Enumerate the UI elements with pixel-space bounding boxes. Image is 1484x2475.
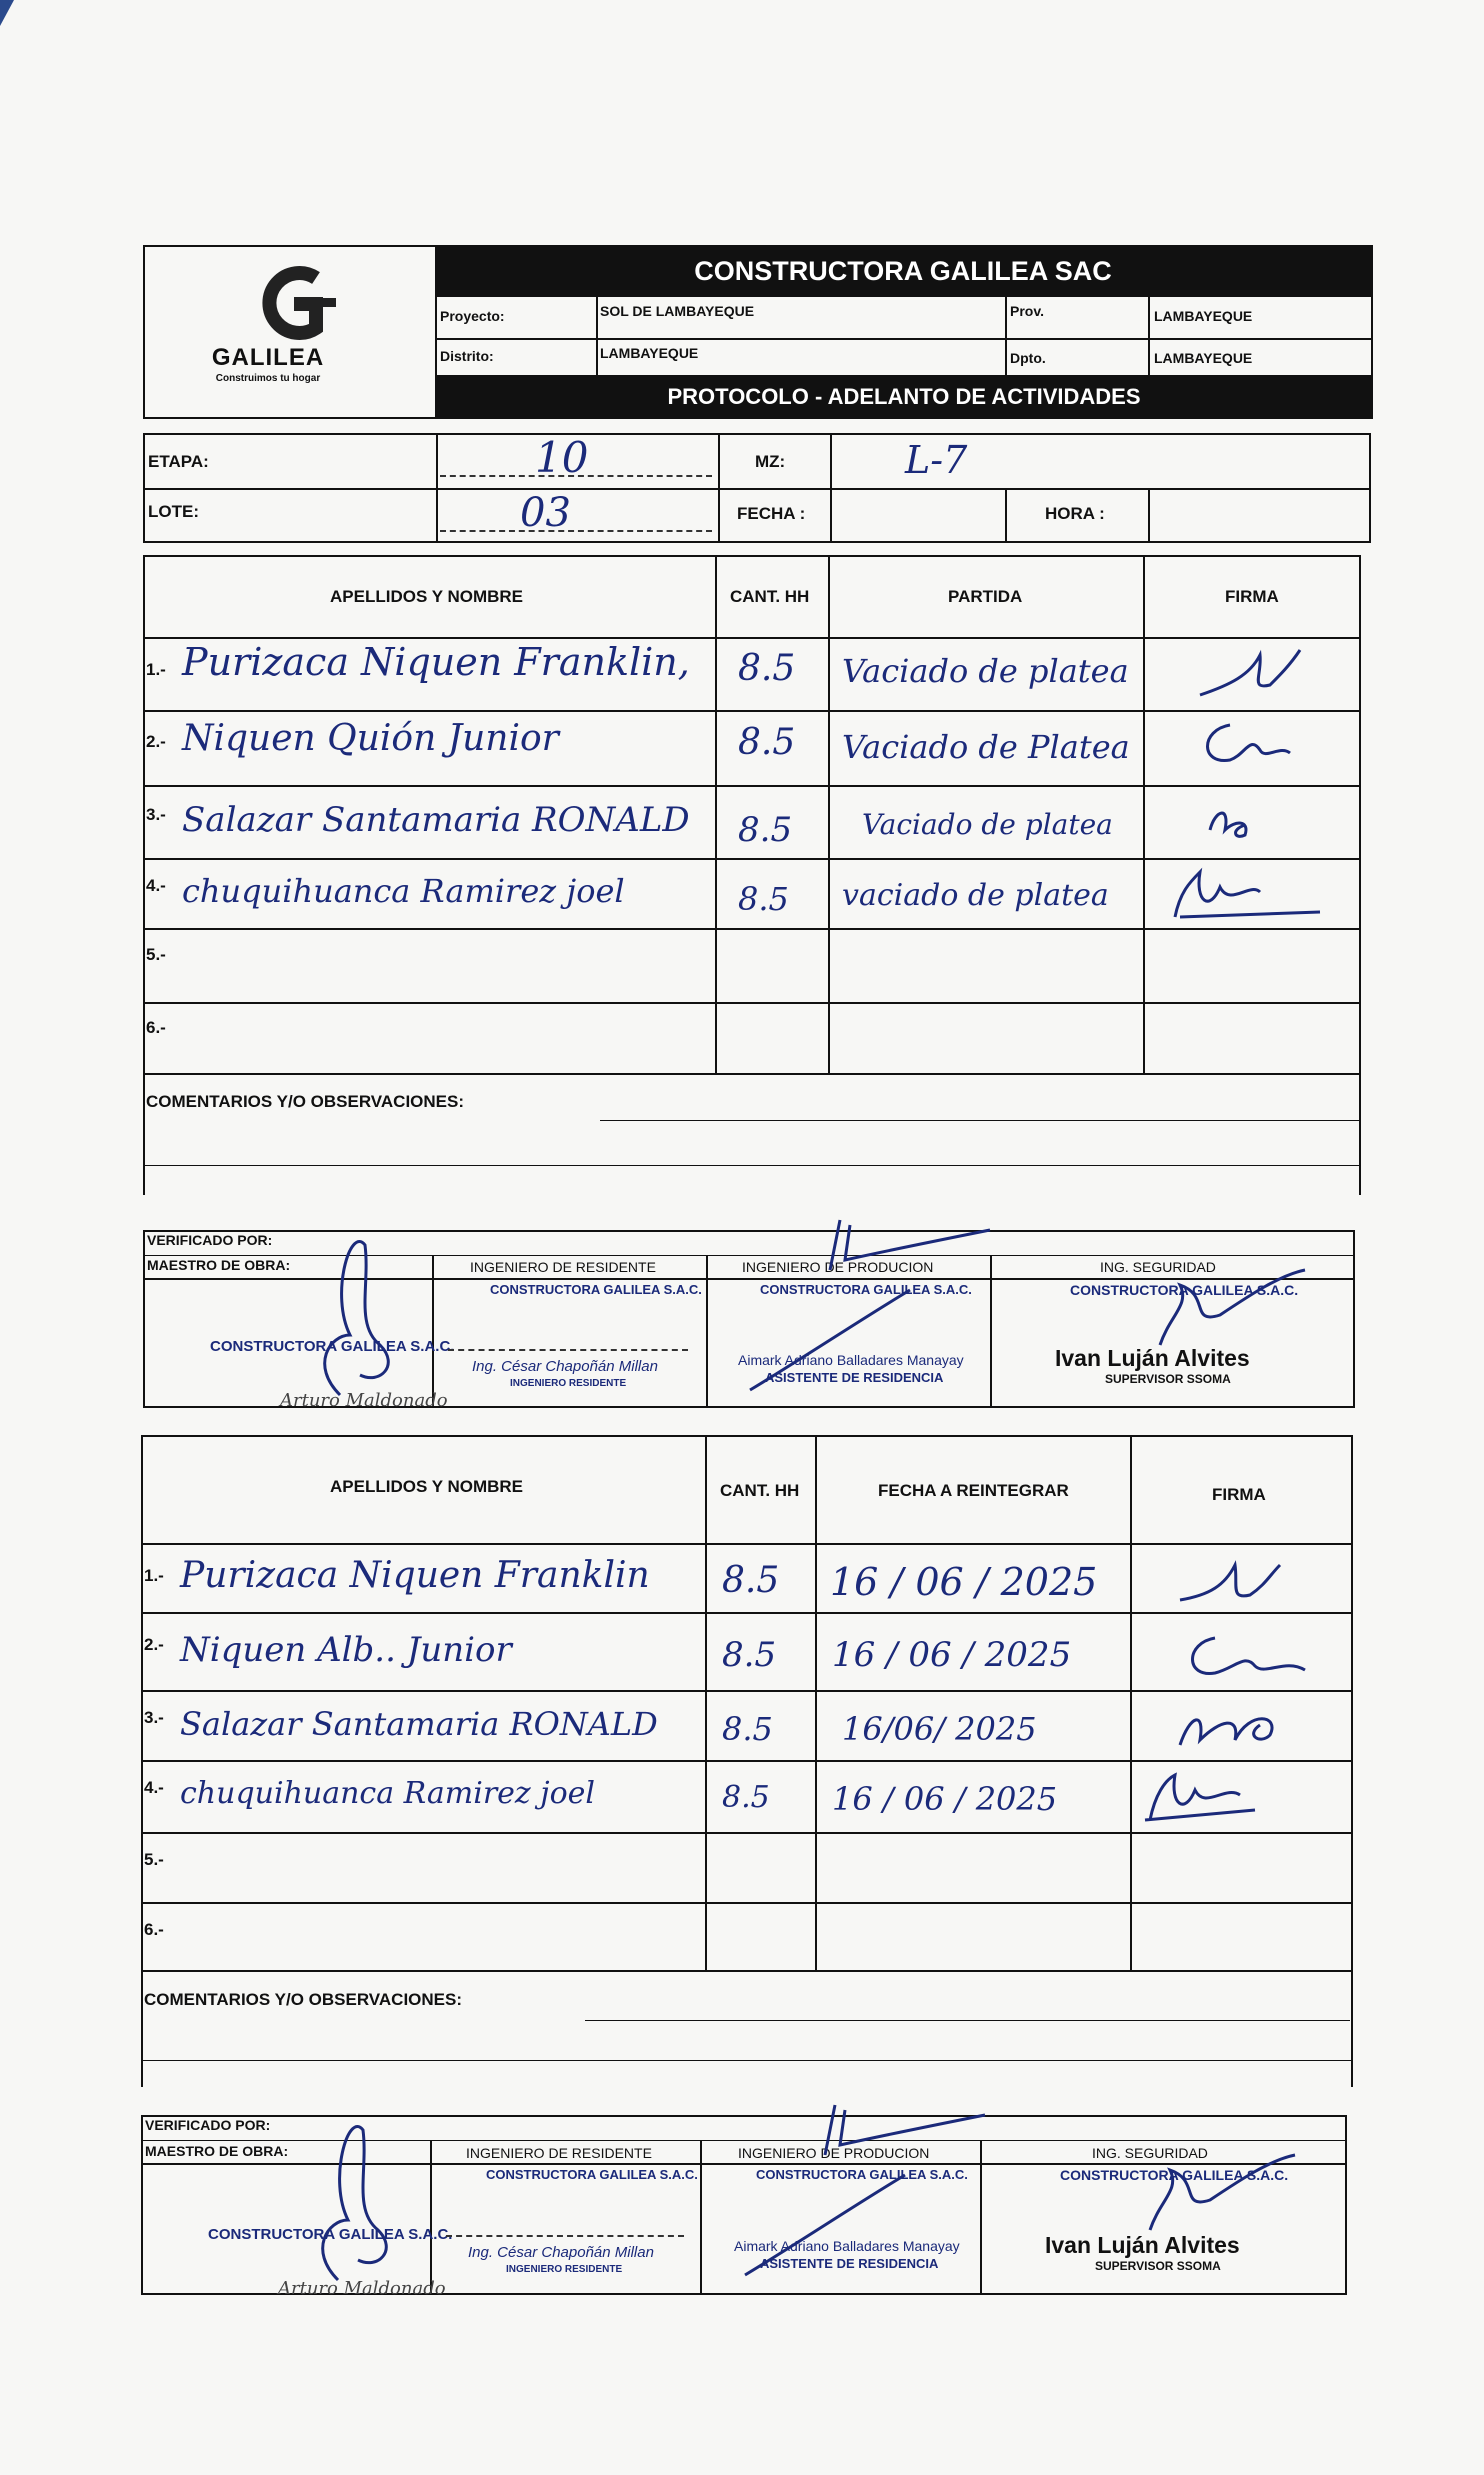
t1-row-num: 1.- [146,660,166,679]
t1-row-name: Niquen Quión Junior [182,718,559,759]
t1-row-name: Purizaca Niquen Franklin, [182,640,690,684]
signature-icon [270,1215,430,1405]
t1-row-partida: Vaciado de platea [862,808,1113,841]
produccion-label: INGENIERO DE PRODUCION [738,2145,930,2161]
t2-row-fecha: 16/06/ 2025 [842,1710,1037,1748]
prov-value: LAMBAYEQUE [1154,308,1253,324]
t1-row-num: 3.- [146,805,166,824]
logo-text: GALILEA [211,344,325,371]
seguridad-stamp: CONSTRUCTORA GALILEA S.A.C. [1070,1282,1299,1298]
produccion-role: ASISTENTE DE RESIDENCIA [760,2256,939,2271]
t2-header-fecha: FECHA A REINTEGRAR [878,1481,1069,1500]
distrito-value: LAMBAYEQUE [600,345,699,361]
t1-row-partida: Vaciado de platea [842,652,1129,690]
t1-row-hh: 8.5 [738,722,796,763]
mz-value: L-7 [905,438,968,482]
signature-icon [1190,715,1310,775]
produccion-name: Aimark Adriano Balladares Manayay [738,1352,964,1368]
signature-icon [1160,1695,1300,1755]
corner-mark [0,0,14,26]
t1-row-num: 6.- [146,1018,166,1037]
maestro-stamp: CONSTRUCTORA GALILEA S.A.C. [210,1338,455,1355]
residente-role: INGENIERO RESIDENTE [506,2264,623,2275]
t1-row-name: chuquihuanca Ramirez joel [182,872,625,910]
seguridad-label: ING. SEGURIDAD [1100,1259,1216,1275]
t2-row-fecha: 16 / 06 / 2025 [832,1780,1058,1818]
maestro-hand: Arturo Maldonado [278,2278,446,2299]
signature-icon [268,2100,428,2290]
signature-icon [1100,2140,1300,2250]
signature-icon [710,1210,1010,1400]
proyecto-value: SOL DE LAMBAYEQUE [600,303,755,319]
t2-row-num: 1.- [144,1566,164,1585]
lote-label: LOTE: [148,502,199,521]
etapa-value: 10 [535,433,589,482]
residente-role: INGENIERO RESIDENTE [510,1378,627,1389]
t2-row-num: 2.- [144,1635,164,1654]
seguridad-label: ING. SEGURIDAD [1092,2145,1208,2161]
produccion-stamp: CONSTRUCTORA GALILEA S.A.C. [760,1282,972,1297]
signature-icon [1160,862,1330,927]
logo [148,256,430,406]
t2-row-hh: 8.5 [722,1560,780,1601]
signature-icon [1110,1255,1310,1365]
produccion-label: INGENIERO DE PRODUCION [742,1259,934,1275]
residente-name: Ing. César Chapoñán Millan [472,1358,658,1375]
distrito-label: Distrito: [440,348,494,364]
signature-icon [1190,645,1310,705]
t2-row-num: 3.- [144,1708,164,1727]
t1-row-partida: vaciado de platea [842,878,1109,913]
prov-label: Prov. [1010,303,1044,319]
seguridad-role: SUPERVISOR SSOMA [1105,1372,1231,1386]
logo-tagline: Construimos tu hogar [215,373,321,384]
maestro-hand: Arturo Maldonado [280,1390,448,1411]
t1-row-num: 2.- [146,732,166,751]
mz-label: MZ: [755,452,786,471]
residente-stamp: CONSTRUCTORA GALILEA S.A.C. [490,1282,702,1297]
residente-label: INGENIERO DE RESIDENTE [470,1259,656,1275]
t2-row-num: 4.- [144,1778,164,1797]
dpto-value: LAMBAYEQUE [1154,350,1253,366]
maestro-stamp: CONSTRUCTORA GALILEA S.A.C. [208,2226,453,2243]
seguridad-role: SUPERVISOR SSOMA [1095,2259,1221,2273]
lote-value: 03 [520,490,571,536]
proyecto-label: Proyecto: [440,308,505,324]
t1-header-hh: CANT. HH [730,587,810,606]
t1-header-partida: PARTIDA [948,587,1023,606]
t2-comments-label: COMENTARIOS Y/O OBSERVACIONES: [144,1990,463,2009]
t2-header-firma: FIRMA [1212,1485,1266,1504]
t2-row-num: 5.- [144,1850,164,1869]
t2-row-hh: 8.5 [722,1780,770,1815]
t1-row-num: 5.- [146,945,166,964]
t2-row-name: Purizaca Niquen Franklin [180,1555,650,1596]
fecha-label: FECHA : [737,504,806,523]
t1-row-hh: 8.5 [738,810,793,850]
hora-label: HORA : [1045,504,1105,523]
residente-stamp: CONSTRUCTORA GALILEA S.A.C. [486,2167,698,2182]
signature-icon [1130,1765,1270,1830]
t2-row-num: 6.- [144,1920,164,1939]
produccion-name: Aimark Adriano Balladares Manayay [734,2238,960,2254]
verificado-label: VERIFICADO POR: [145,2117,271,2133]
t1-row-partida: Vaciado de Platea [842,728,1130,766]
t1-row-num: 4.- [146,876,166,895]
protocol-title: PROTOCOLO - ADELANTO DE ACTIVIDADES [435,375,1373,419]
signature-icon [1175,1628,1315,1688]
produccion-role: ASISTENTE DE RESIDENCIA [765,1370,944,1385]
signature-icon [1190,790,1290,850]
residente-label: INGENIERO DE RESIDENTE [466,2145,652,2161]
maestro-label: MAESTRO DE OBRA: [147,1257,291,1273]
residente-name: Ing. César Chapoñán Millan [468,2244,654,2261]
t1-header-name: APELLIDOS Y NOMBRE [330,587,524,606]
t1-row-hh: 8.5 [738,648,796,689]
t2-row-fecha: 16 / 06 / 2025 [830,1560,1098,1604]
t1-row-hh: 8.5 [738,880,789,918]
t2-row-hh: 8.5 [722,1710,773,1748]
seguridad-stamp: CONSTRUCTORA GALILEA S.A.C. [1060,2167,1289,2183]
produccion-stamp: CONSTRUCTORA GALILEA S.A.C. [756,2167,968,2182]
t1-row-name: Salazar Santamaria RONALD [182,800,690,840]
seguridad-name: Ivan Luján Alvites [1055,1345,1250,1371]
seguridad-name: Ivan Luján Alvites [1045,2232,1240,2258]
t2-header-name: APELLIDOS Y NOMBRE [330,1477,524,1496]
verificado-label: VERIFICADO POR: [147,1232,273,1248]
t2-row-name: chuquihuanca Ramirez joel [180,1776,595,1811]
t2-header-hh: CANT. HH [720,1481,800,1500]
t1-header-firma: FIRMA [1225,587,1279,606]
t2-row-name: Salazar Santamaria RONALD [180,1705,658,1743]
t1-comments-label: COMENTARIOS Y/O OBSERVACIONES: [146,1092,465,1111]
signature-icon [1170,1555,1290,1615]
galilea-logo-icon [148,256,430,351]
company-banner: CONSTRUCTORA GALILEA SAC [435,247,1371,295]
t2-row-name: Niquen Alb.. Junior [180,1630,512,1670]
dpto-label: Dpto. [1010,350,1046,366]
t2-row-fecha: 16 / 06 / 2025 [832,1635,1072,1675]
signature-icon [705,2095,1005,2285]
maestro-label: MAESTRO DE OBRA: [145,2143,289,2159]
t2-row-hh: 8.5 [722,1635,777,1675]
etapa-label: ETAPA: [148,452,209,471]
